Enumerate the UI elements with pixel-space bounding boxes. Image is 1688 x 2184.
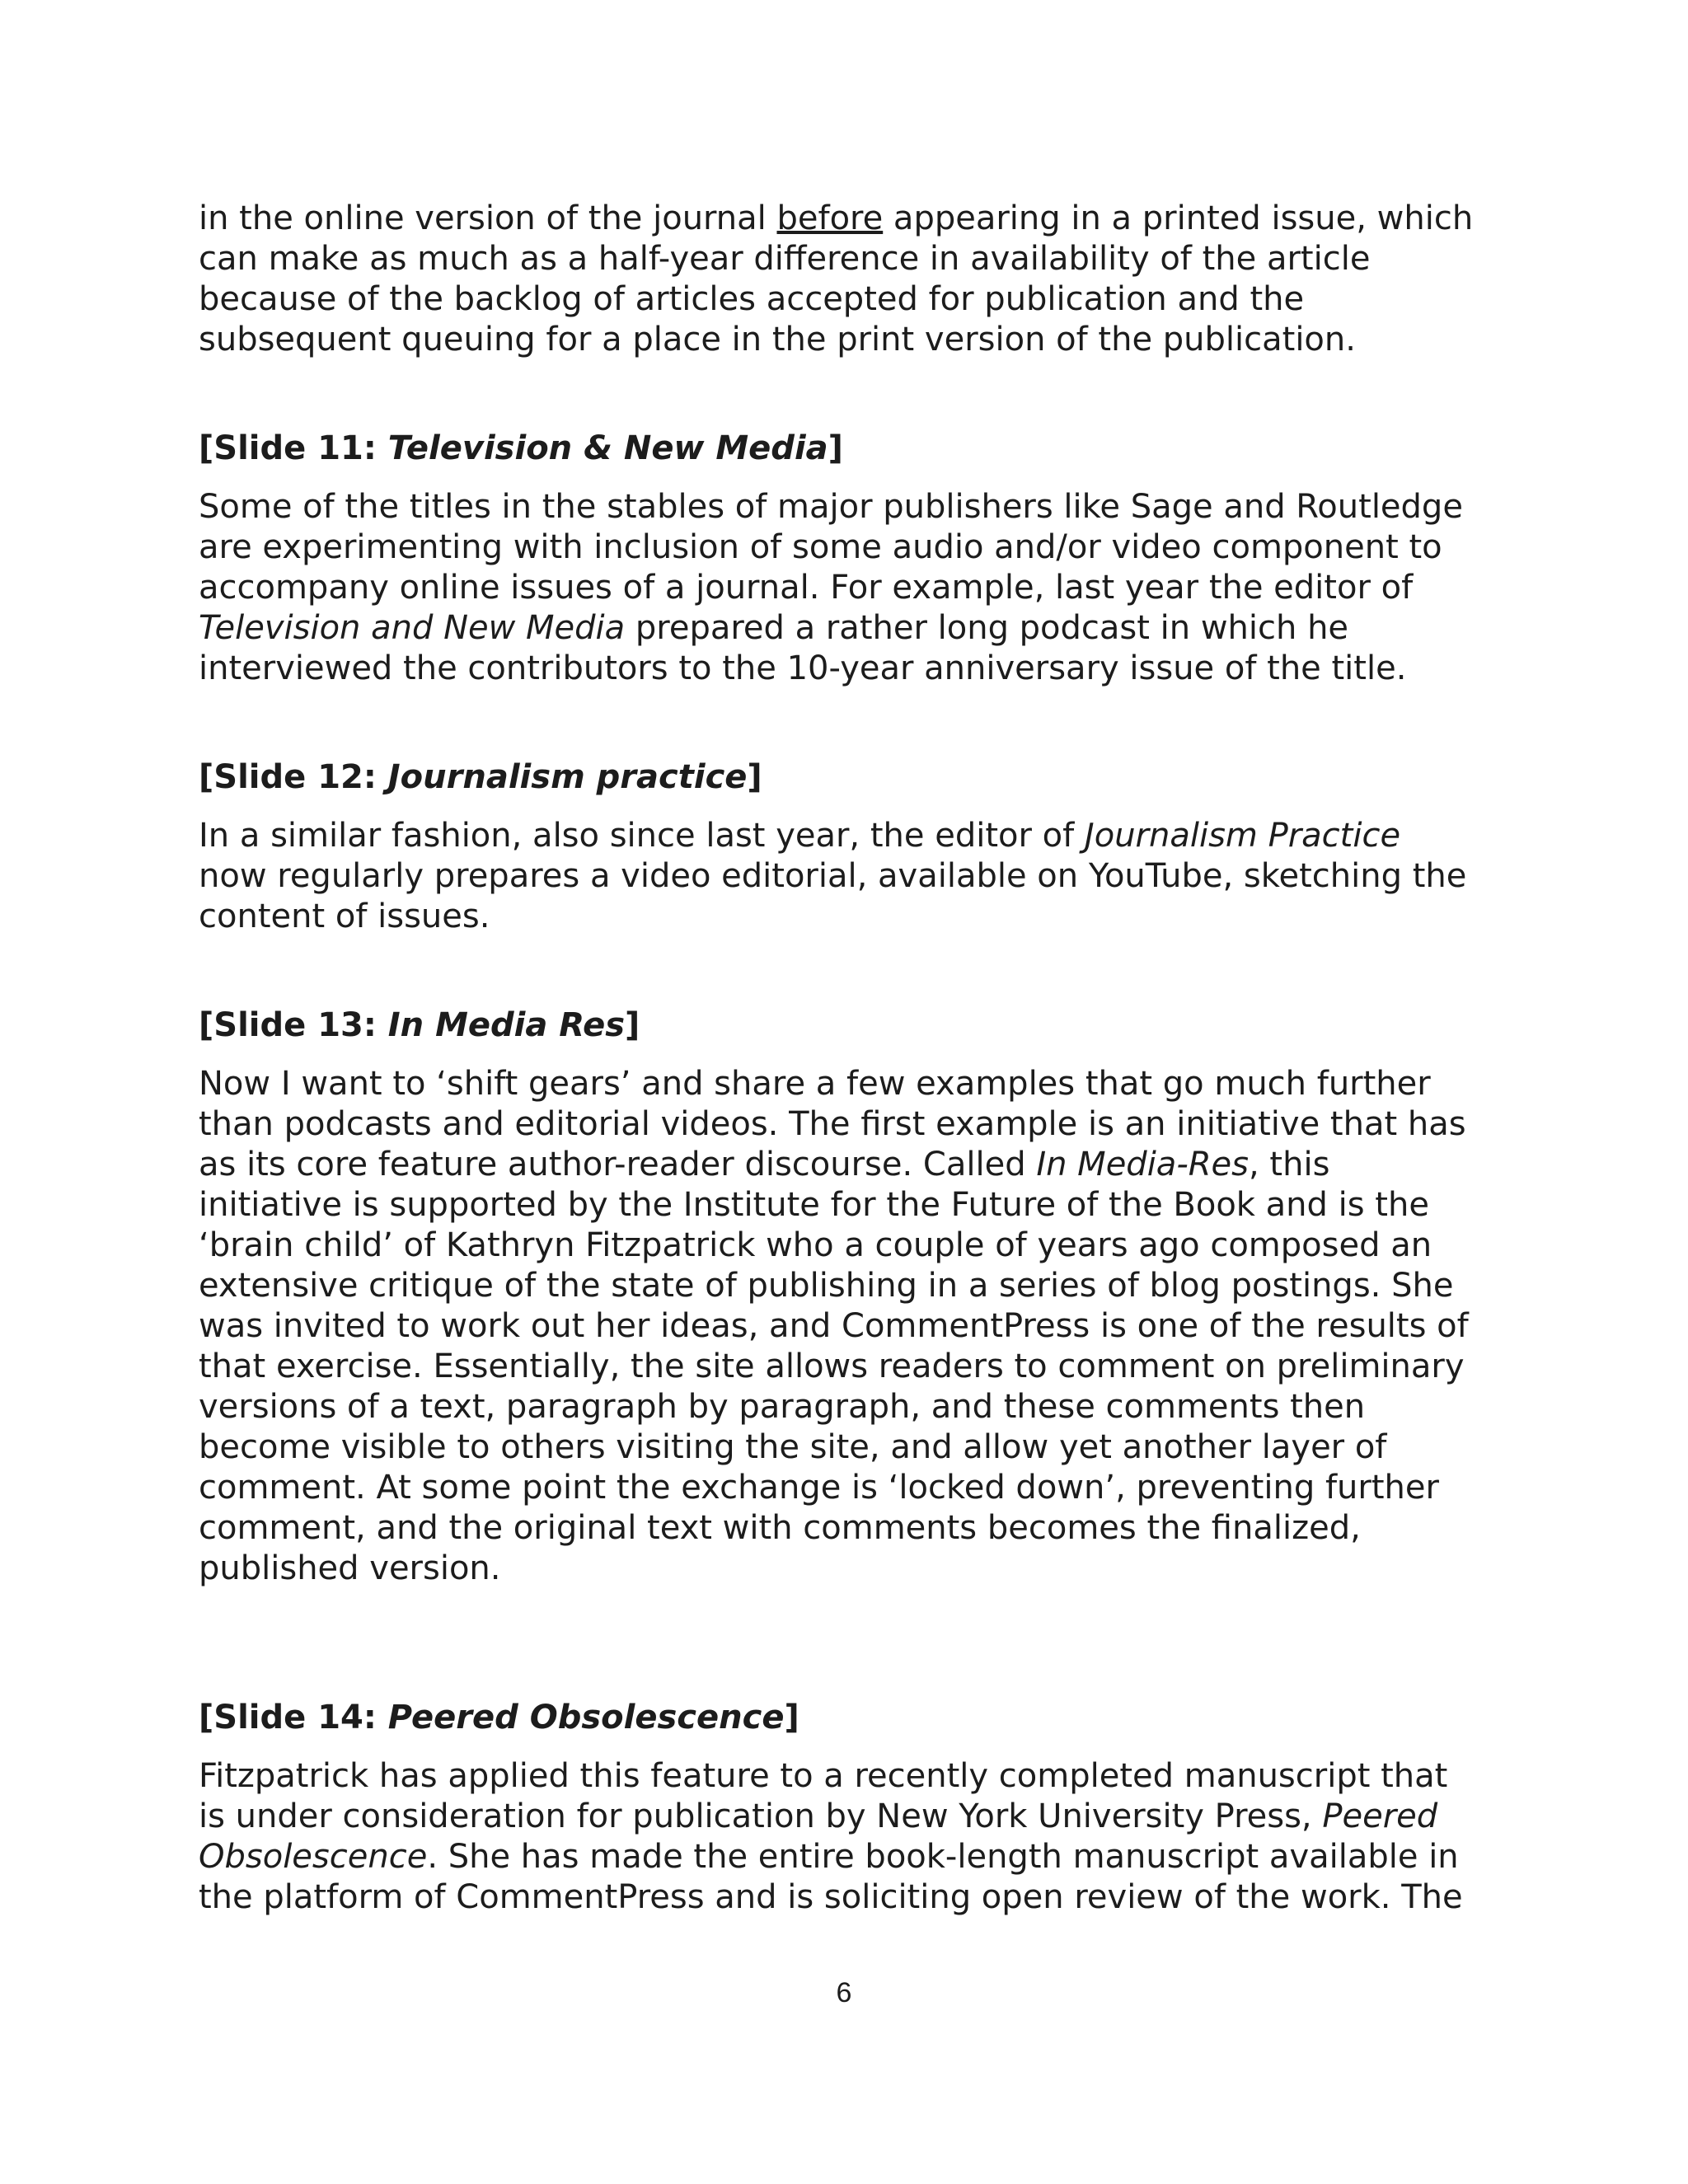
slide-11-text-start: Some of the titles in the stables of major publishers like Sage and Routledge are experimenting with inclusion of some audio and/or video component to accompany online issues of a journal. For example, last year the editor of [199,488,1463,607]
document-body [199,199,1509,1918]
slide-13-text-start: Now I want to ‘shift gears’ and share a few examples that go much further than podcasts and editorial videos. The first example is an initiative that has as its core feature author-reader discourse. Called [199,1065,1466,1183]
slide-14-heading-title: Peered Obsolescence [387,1699,785,1736]
slide-14-italic-title: Peered Obsolescence [199,1797,1438,1876]
slide-11-paragraph [199,487,1509,689]
page-number: 6 [836,1977,852,2008]
slide-14-heading-suffix: ] [784,1699,799,1736]
slide-13-heading-suffix: ] [625,1006,640,1044]
slide-13-paragraph [199,1064,1509,1589]
slide-11-italic-title: Television and New Media [199,609,626,647]
slide-12-heading-suffix: ] [747,758,762,796]
intro-text-end: appearing in a printed issue, which can make as much as a half-year difference in availability of the article because of the backlog of articles accepted for publication and the subsequent queuing for a place in the print version of the publication. [199,199,1474,359]
slide-13-heading [199,1005,1509,1046]
slide-12-text-end: now regularly prepares a video editorial, available on YouTube, sketching the content of issues. [199,857,1467,935]
slide-11-heading-prefix: [Slide 11: [199,429,388,467]
intro-text-start: in the online version of the journal [199,199,777,237]
slide-11-heading [199,429,1509,469]
intro-paragraph [199,199,1509,360]
slide-11-heading-title: Television & New Media [387,429,828,467]
slide-14-text-start: Fitzpatrick has applied this feature to a recently completed manuscript that is under consideration for publication by New York University Press, [199,1757,1448,1835]
slide-11-heading-suffix: ] [828,429,843,467]
slide-14-heading [199,1698,1509,1738]
slide-14-heading-prefix: [Slide 14: [199,1699,388,1736]
slide-12-heading-title: Journalism practice [387,758,748,796]
slide-13-heading-prefix: [Slide 13: [199,1006,388,1044]
slide-13-italic-title: In Media-Res [1036,1146,1249,1183]
slide-13-heading-title: In Media Res [387,1006,626,1044]
underlined-word: before [776,199,884,237]
slide-12-italic-title: Journalism Practice [1084,817,1401,855]
slide-13-text-end: , this initiative is supported by the Institute for the Future of the Book and is the ‘brain child’ of Kathryn Fitzpatrick who a couple of years ago composed an extensive critique of the state of publishing in a series of blog postings. She was invited to work out her ideas, and CommentPress is one of the results of that exercise. Essentially, the site allows readers to comment on preliminary versions of a text, paragraph by paragraph, and these comments then become visible to others visiting the site, and allow yet another layer of comment. At some point the exchange is ‘locked down’, preventing further comment, and the original text with comments becomes the finalized, published version. [199,1146,1469,1587]
slide-12-text-start: In a similar fashion, also since last year, the editor of [199,817,1085,855]
slide-12-heading [199,757,1509,798]
slide-11-text-end: prepared a rather long podcast in which he interviewed the contributors to the 10-year anniversary issue of the title. [199,609,1407,687]
slide-14-paragraph [199,1756,1509,1918]
slide-14-text-end: . She has made the entire book-length manuscript available in the platform of CommentPress and is soliciting open review of the work. The [199,1838,1463,1916]
slide-12-heading-prefix: [Slide 12: [199,758,388,796]
slide-12-paragraph [199,816,1509,937]
